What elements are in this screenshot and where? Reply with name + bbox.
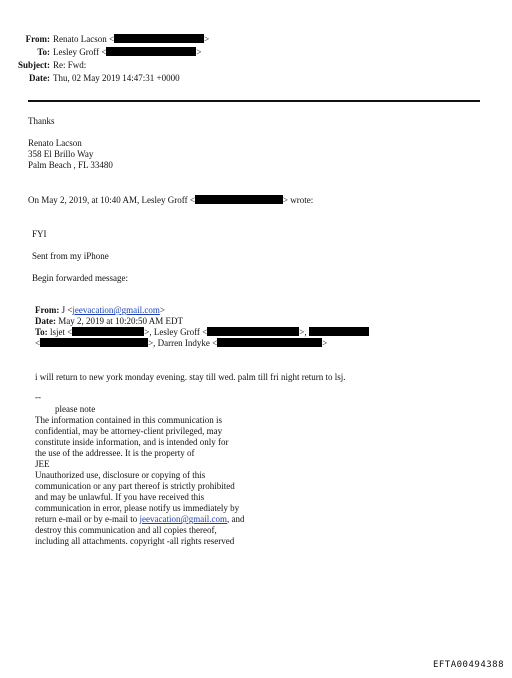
header-to bbox=[0, 47, 201, 58]
bracket: > bbox=[204, 34, 210, 44]
redaction-bar bbox=[72, 327, 144, 336]
disclaimer-line: Unauthorized use, disclosure or copying of this bbox=[35, 470, 206, 480]
from-label: From: bbox=[25, 34, 50, 44]
disclaimer-line: and may be unlawful. If you have received this bbox=[35, 492, 205, 502]
inner-cc bbox=[35, 338, 327, 349]
disclaimer-line: constitute inside information, and is intended only for bbox=[35, 437, 229, 447]
signature-address: 358 El Brillo Way bbox=[28, 149, 94, 159]
header-from bbox=[0, 34, 209, 45]
disclaimer-email-link[interactable]: jeevacation@gmail.com bbox=[139, 514, 227, 524]
redaction-bar bbox=[40, 338, 148, 347]
disclaimer-line: destroy this communication and all copies thereof, bbox=[35, 525, 217, 535]
redaction-bar bbox=[106, 47, 196, 56]
date-label: Date: bbox=[29, 73, 50, 83]
quote-tail: > wrote: bbox=[282, 195, 314, 205]
inner-from-prefix: J < bbox=[61, 305, 73, 315]
subject-label: Subject: bbox=[18, 60, 50, 70]
disclaimer-line bbox=[35, 514, 244, 525]
sender-email-link[interactable]: jeevacation@gmail.com bbox=[72, 305, 160, 315]
sent-from-text: Sent from my iPhone bbox=[32, 251, 109, 261]
disclaimer-line: The information contained in this communication is bbox=[35, 415, 222, 425]
redaction-bar bbox=[114, 34, 204, 43]
inner-from bbox=[35, 305, 165, 316]
message-body: i will return to new york monday evening. stay till wed. palm till fri night return to lsj. bbox=[35, 372, 346, 382]
inner-date bbox=[35, 316, 183, 327]
inner-to-label: To: bbox=[35, 327, 48, 337]
inner-from-label: From: bbox=[35, 305, 60, 315]
bracket: > bbox=[196, 47, 202, 57]
bates-number: EFTA00494388 bbox=[432, 660, 504, 670]
header-divider bbox=[28, 100, 480, 102]
inner-cc-mid: >, Darren Indyke < bbox=[148, 338, 218, 348]
begin-forwarded-text: Begin forwarded message: bbox=[32, 273, 128, 283]
inner-to-sep: >, bbox=[299, 327, 307, 337]
inner-to-mid: >, Lesley Groff < bbox=[144, 327, 208, 337]
disclaimer-line: communication or any part thereof is strictly prohibited bbox=[35, 481, 235, 491]
redaction-bar bbox=[207, 327, 299, 336]
quote-intro-text: On May 2, 2019, at 10:40 AM, Lesley Groff < bbox=[28, 195, 195, 205]
disclaimer-text: return e-mail or by e-mail to bbox=[35, 514, 140, 524]
inner-date-label: Date: bbox=[35, 316, 56, 326]
please-note: please note bbox=[55, 404, 96, 414]
disclaimer-line: JEE bbox=[35, 459, 50, 469]
disclaimer-text: , and bbox=[226, 514, 245, 524]
redaction-bar bbox=[195, 195, 283, 204]
signature bbox=[28, 138, 113, 171]
inner-to bbox=[35, 327, 369, 338]
signature-city: Palm Beach , FL 33480 bbox=[28, 160, 113, 170]
subject-value: Re: Fwd: bbox=[53, 60, 87, 70]
redaction-bar bbox=[217, 338, 322, 347]
disclaimer-line: the use of the addressee. It is the property of bbox=[35, 448, 195, 458]
redaction-bar bbox=[309, 327, 369, 336]
inner-to-prefix: lsjet < bbox=[49, 327, 73, 337]
to-label: To: bbox=[37, 47, 50, 57]
bracket: > bbox=[322, 338, 328, 348]
inner-date-value: May 2, 2019 at 10:20:50 AM EDT bbox=[58, 316, 183, 326]
disclaimer bbox=[35, 415, 244, 547]
header-subject bbox=[0, 60, 86, 71]
date-value: Thu, 02 May 2019 14:47:31 +0000 bbox=[53, 73, 180, 83]
bracket: < bbox=[35, 338, 41, 348]
fyi-text: FYI bbox=[32, 229, 47, 239]
disclaimer-line: confidential, may be attorney-client privileged, may bbox=[35, 426, 223, 436]
header-date bbox=[0, 73, 180, 84]
signature-dash: -- bbox=[35, 392, 41, 402]
bracket: > bbox=[159, 305, 165, 315]
disclaimer-line: communication in error, please notify us immediately by bbox=[35, 503, 240, 513]
to-name: Lesley Groff < bbox=[53, 47, 107, 57]
signature-name: Renato Lacson bbox=[28, 138, 82, 148]
from-name: Renato Lacson < bbox=[53, 34, 115, 44]
quote-intro bbox=[28, 195, 313, 206]
disclaimer-line: including all attachments. copyright -all rights reserved bbox=[35, 536, 235, 546]
thanks-text: Thanks bbox=[28, 116, 55, 126]
